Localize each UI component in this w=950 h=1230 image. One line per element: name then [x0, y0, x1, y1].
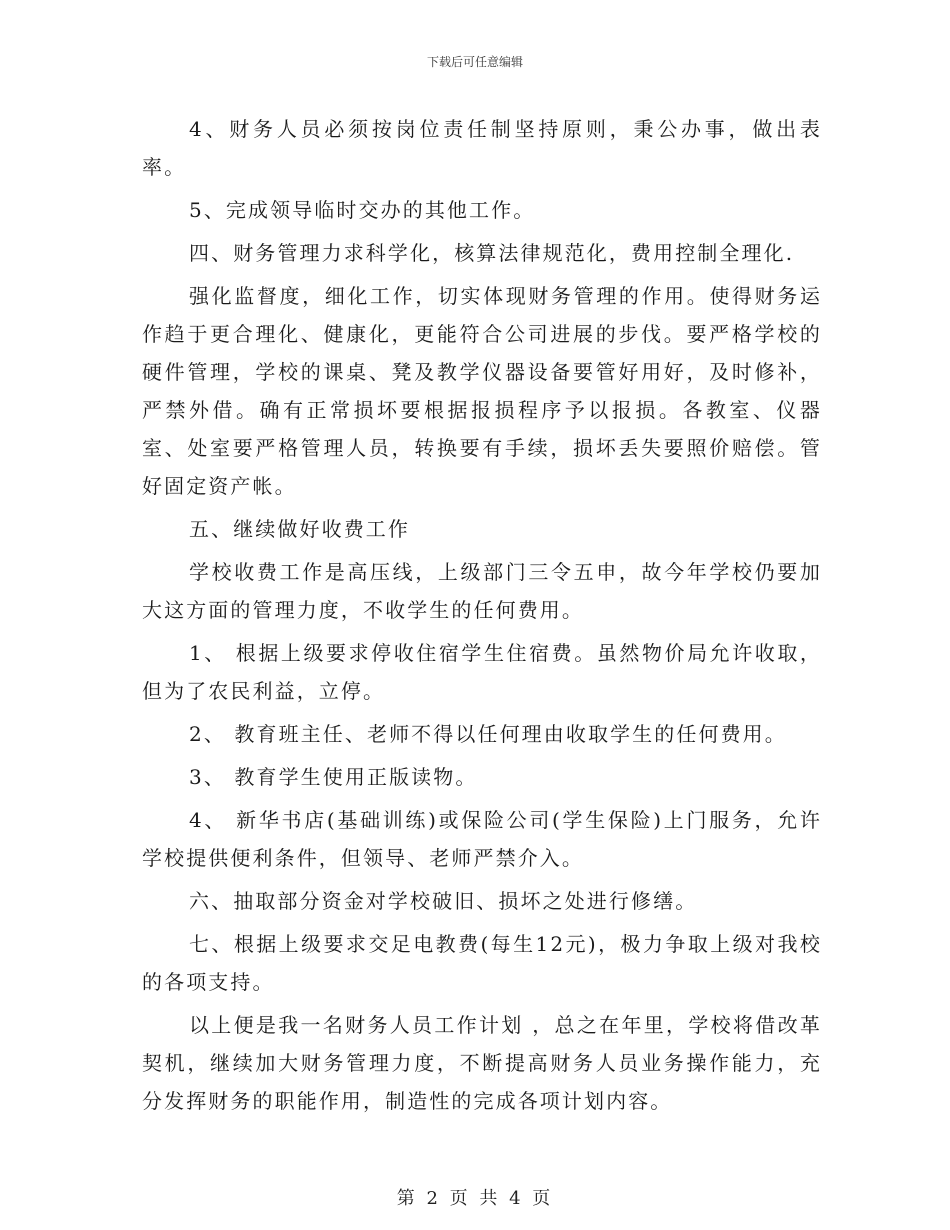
paragraph-duty-4: 4、财务人员必须按岗位责任制坚持原则，秉公办事，做出表率。: [142, 117, 822, 179]
section-heading-6: 六、抽取部分资金对学校破旧、损坏之处进行修缮。: [189, 889, 698, 913]
paragraph-duty-5: 5、完成领导临时交办的其他工作。: [189, 198, 536, 222]
section-heading-4: 四、财务管理力求科学化，核算法律规范化，费用控制全理化.: [189, 241, 795, 265]
paragraph-fees-item-2: 2、 教育班主任、老师不得以任何理由收取学生的任何费用。: [189, 722, 787, 746]
paragraph-supervision: 强化监督度，细化工作，切实体现财务管理的作用。使得财务运作趋于更合理化、健康化，更能符合公司进展的步伐。要严格学校的硬件管理，学校的课桌、凳及教学仪器设备要管好用好，及时修补，严禁外借。确有正常损坏要根据报损程序予以报损。各教室、仪器室、处室要严格管理人员，转换要有手续，损坏丢失要照价赔偿。管好固定资产帐。: [142, 284, 822, 498]
section-heading-7: 七、根据上级要求交足电教费(每生12元)，极力争取上级对我校的各项支持。: [142, 932, 822, 994]
section-heading-5: 五、继续做好收费工作: [189, 517, 410, 541]
paragraph-fees-intro: 学校收费工作是高压线，上级部门三令五申，故今年学校仍要加大这方面的管理力度，不收学生的任何费用。: [142, 560, 822, 622]
paragraph-fees-item-1: 1、 根据上级要求停收住宿学生住宿费。虽然物价局允许收取，但为了农民利益，立停。: [142, 641, 822, 703]
document-body: [142, 110, 822, 1125]
page-number-footer: 第 2 页 共 4 页: [396, 1188, 554, 1209]
paragraph-fees-item-3: 3、 教育学生使用正版读物。: [189, 765, 478, 789]
header-note: 下载后可任意编辑: [426, 55, 523, 69]
paragraph-conclusion: 以上便是我一名财务人员工作计划 ，总之在年里，学校将借改革契机，继续加大财务管理力度，不断提高财务人员业务操作能力，充分发挥财务的职能作用，制造性的完成各项计划内容。: [142, 1013, 822, 1113]
paragraph-fees-item-4: 4、 新华书店(基础训练)或保险公司(学生保险)上门服务，允许学校提供便利条件，但领导、老师严禁介入。: [142, 808, 822, 870]
